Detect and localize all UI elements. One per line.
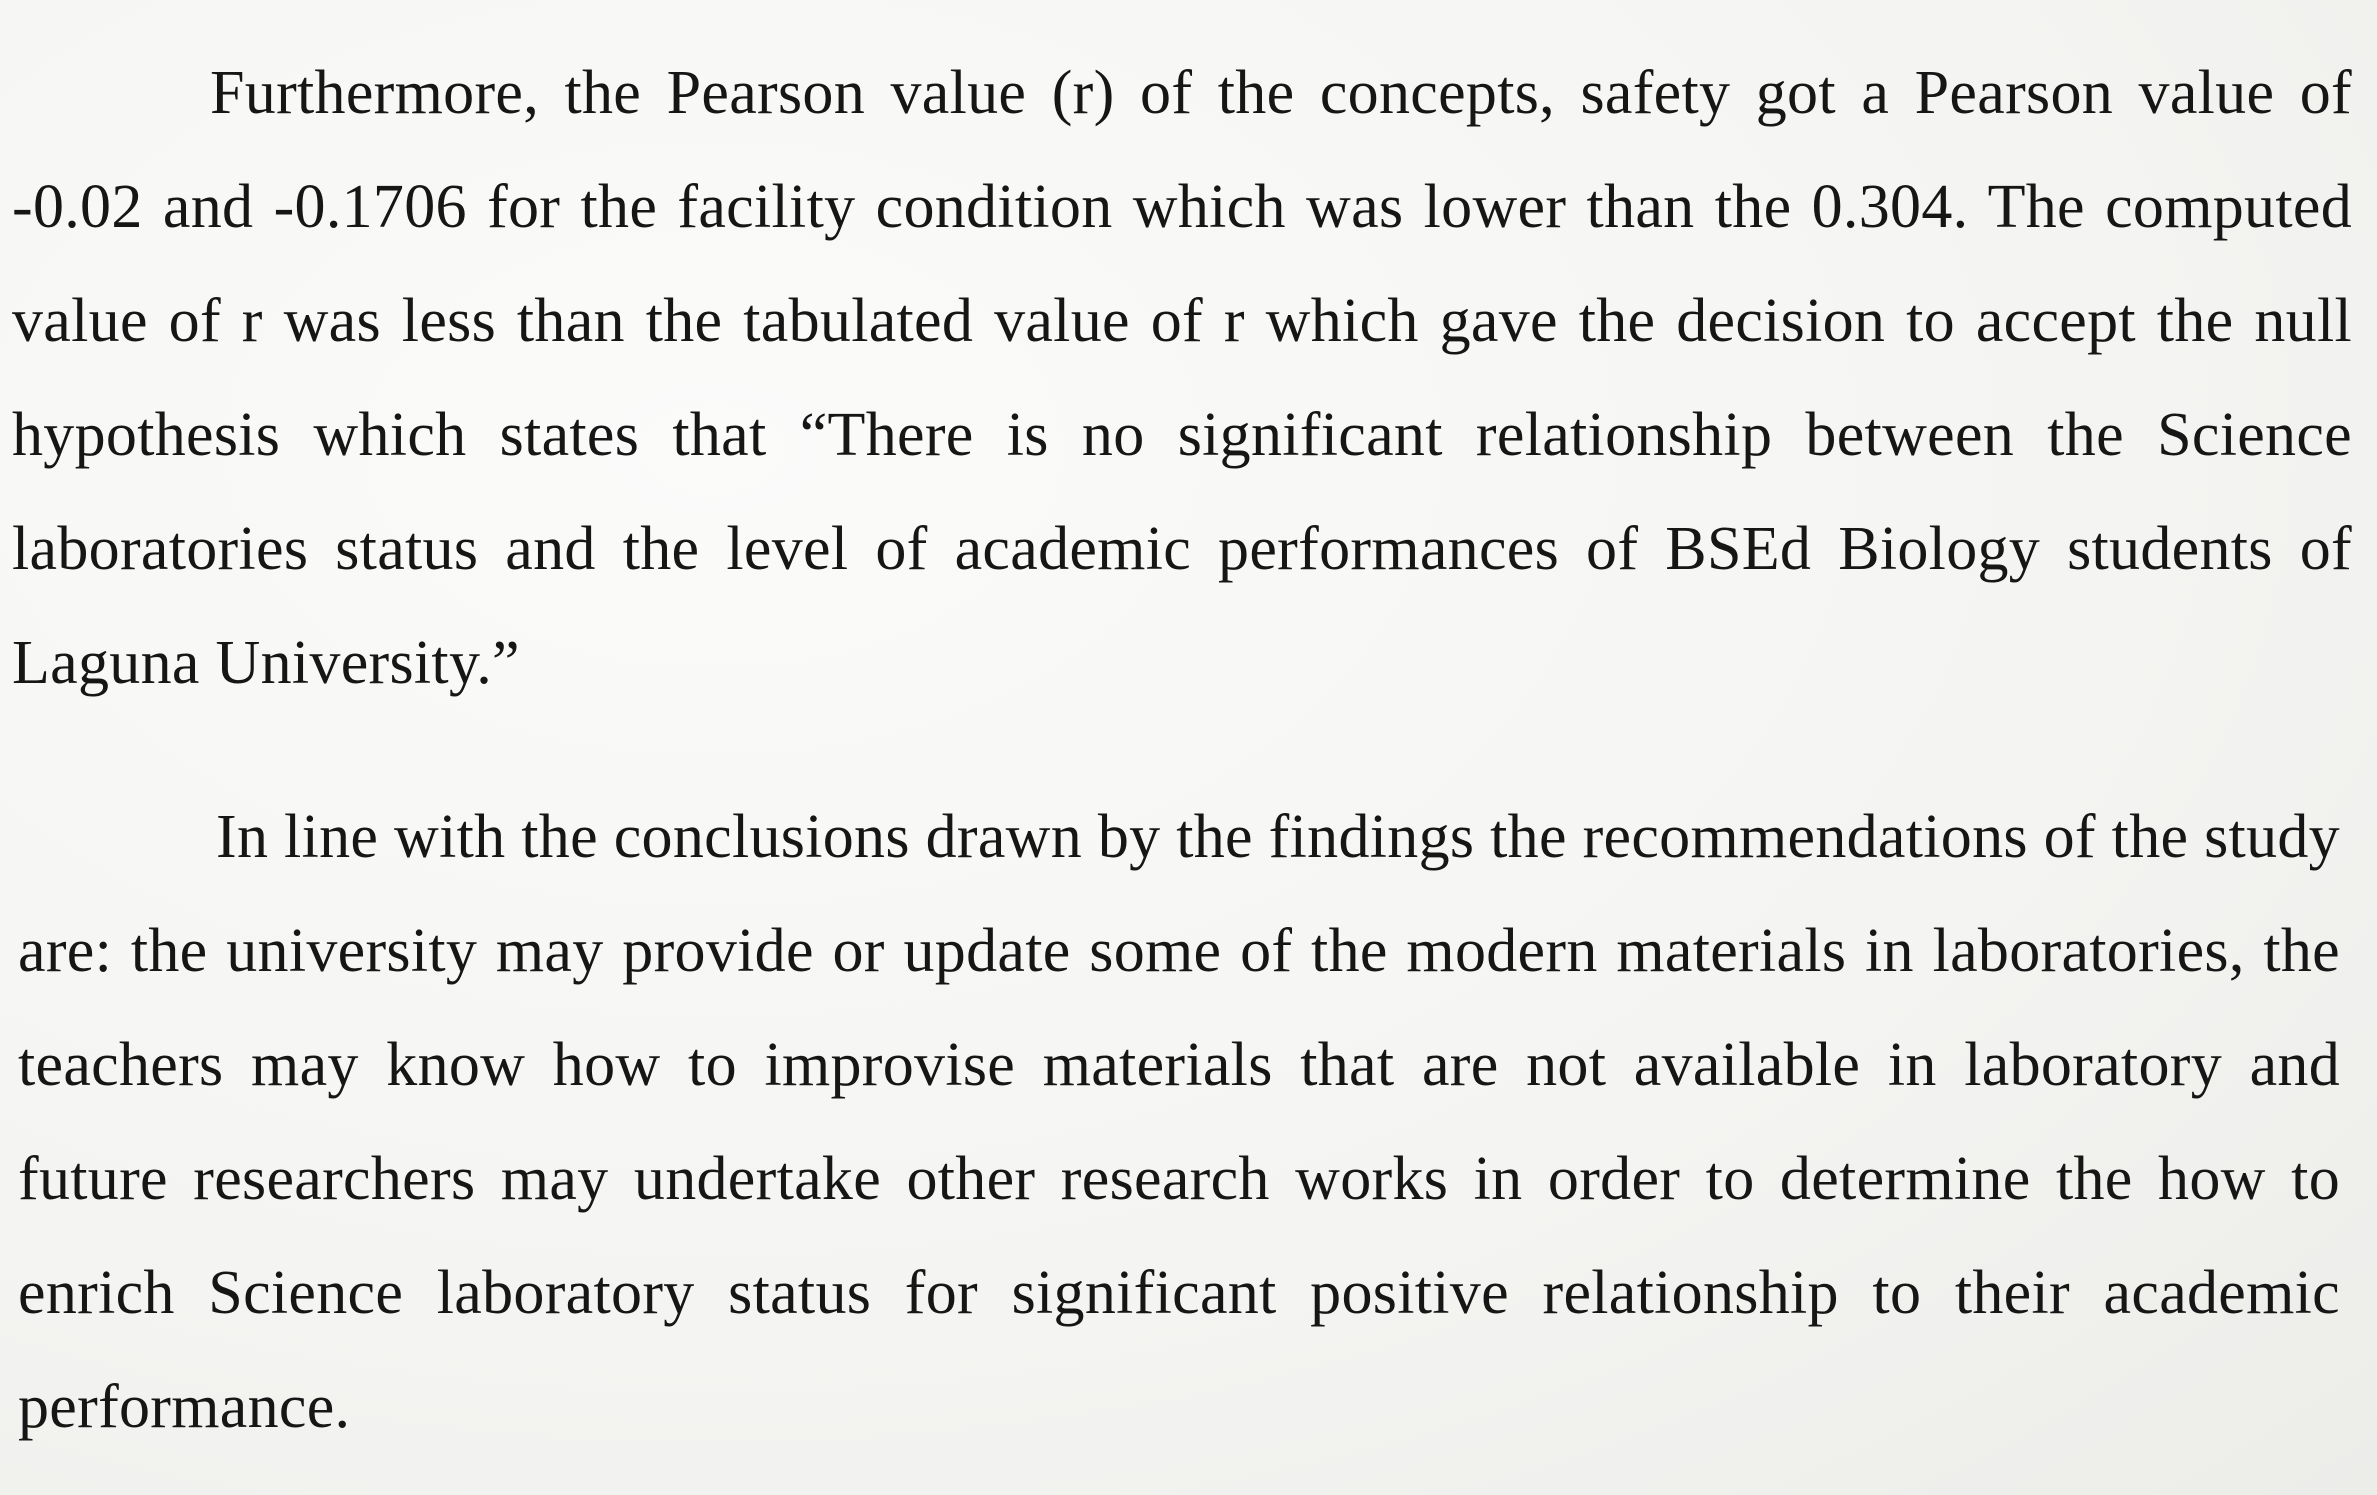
paragraph-recommendations: In line with the conclusions drawn by the findings the recommendations of the study are: the university may provide or update some of the modern materials in laboratories, the teachers may know how to improvise materials that are not available in laboratory and future researchers may undertake other research works in order to determine the how to enrich Science laboratory status for significant positive relationship to their academic performance. [18,803,2340,1441]
paragraph-pearson-findings: Furthermore, the Pearson value (r) of the concepts, safety got a Pearson value of -0.02 and -0.1706 for the facility condition which was lower than the 0.304. The computed value of r was less than the tabulated value of r which gave the decision to accept the null hypothesis which states that “There is no significant relationship between the Science laboratories status and the level of academic performances of BSEd Biology students of Laguna University.” [12,59,2352,697]
